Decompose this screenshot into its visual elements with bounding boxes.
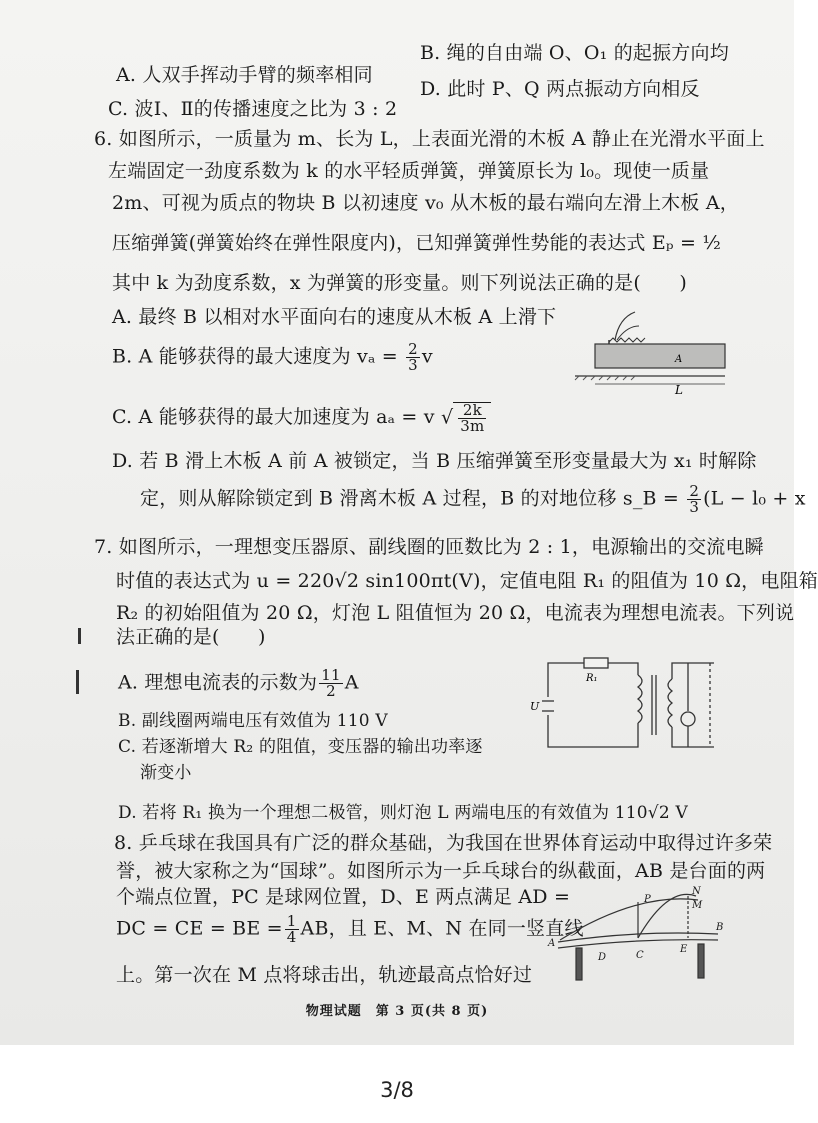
q7-option-c-line2: 渐变小 xyxy=(140,763,192,783)
q6-figure-label-l: L xyxy=(675,383,683,397)
q8-figure-label-m: M xyxy=(692,900,703,911)
q8-fraction: $\frac{1}{4}$ xyxy=(286,912,297,946)
q8-stem-line1: 8. 乒乓球在我国具有广泛的群众基础，为我国在世界体育运动中取得过许多荣 xyxy=(114,832,773,854)
q7-option-c-line1: C. 若逐渐增大 R₂ 的阻值，变压器的输出功率逐 xyxy=(118,737,483,757)
q7-option-d: D. 若将 R₁ 换为一个理想二极管，则灯泡 L 两端电压的有效值为 110√2 V xyxy=(118,803,688,823)
q6-stem-line2: 左端固定一劲度系数为 k 的水平轻质弹簧，弹簧原长为 l₀。现使一质量 xyxy=(108,160,710,182)
q8-figure-label-b: B xyxy=(716,922,724,933)
q8-stem-line2: 誉，被大家称之为“国球”。如图所示为一乒乓球台的纵截面，AB 是台面的两 xyxy=(116,860,766,882)
q8-figure-label-n: N xyxy=(692,886,701,897)
q5-option-c: C. 波Ⅰ、Ⅱ的传播速度之比为 3 : 2 xyxy=(108,98,398,120)
q8-ping-pong-table-figure xyxy=(548,872,726,990)
q6-option-b: B. A 能够获得的最大速度为 vₐ = $\frac{2}{3}$ v xyxy=(112,340,433,374)
q6-figure-label-a: A xyxy=(675,354,683,365)
q6-option-c xyxy=(112,402,491,434)
q7-stem-line4: 法正确的是( ) xyxy=(116,626,266,648)
page-indicator: 3/8 xyxy=(380,1078,414,1102)
q5-option-a: A. 人双手挥动手臂的频率相同 xyxy=(116,64,373,86)
q8-figure-label-e: E xyxy=(680,944,688,955)
q6-option-d-line2: 定，则从解除锁定到 B 滑离木板 A 过程，B 的对地位移 s_B = $\frac{2}{3}$ (L − l₀ + x xyxy=(140,482,806,516)
q6-option-d-fraction: $\frac{2}{3}$ xyxy=(689,482,700,516)
scan-mark xyxy=(76,670,79,694)
q6-stem-line1: 6. 如图所示，一质量为 m、长为 L，上表面光滑的木板 A 静止在光滑水平面上 xyxy=(94,128,765,150)
q7-stem-line1: 7. 如图所示，一理想变压器原、副线圈的匝数比为 2 : 1，电源输出的交流电瞬 xyxy=(94,536,764,558)
q6-stem-line4: 压缩弹簧(弹簧始终在弹性限度内)，已知弹簧弹性势能的表达式 Eₚ = ½ xyxy=(112,232,721,254)
page-footer: 物理试题 第 3 页(共 8 页) xyxy=(305,1004,489,1019)
q8-figure-label-p: P xyxy=(644,894,651,905)
q7-option-b: B. 副线圈两端电压有效值为 110 V xyxy=(118,711,388,731)
q6-board-spring-figure xyxy=(575,300,725,396)
q8-figure-label-a: A xyxy=(548,938,556,949)
q6-option-d-line1: D. 若 B 滑上木板 A 前 A 被锁定，当 B 压缩弹簧至形变量最大为 x₁ 时解除 xyxy=(112,450,757,472)
q6-option-c-text: C. A 能够获得的最大加速度为 aₐ = v xyxy=(112,406,435,428)
q8-figure-label-c: C xyxy=(636,950,644,961)
q6-option-b-text: B. A 能够获得的最大速度为 vₐ = xyxy=(112,345,398,368)
q5-option-b: B. 绳的自由端 O、O₁ 的起振方向均 xyxy=(420,42,729,64)
q7-stem-line2: 时值的表达式为 u = 220√2 sin100πt(V)，定值电阻 R₁ 的阻值为 10 Ω，电阻箱 xyxy=(116,570,818,592)
q7-option-a-fraction: $\frac{11}{2}$ xyxy=(321,666,341,700)
q7-transformer-circuit-figure xyxy=(528,655,718,755)
q6-stem-line3: 2m、可视为质点的物块 B 以初速度 v₀ 从木板的最右端向左滑上木板 A， xyxy=(112,192,739,214)
q6-option-c-sqrt: √ $\frac{2k}{3m}$ xyxy=(441,402,491,434)
q5-option-d: D. 此时 P、Q 两点振动方向相反 xyxy=(420,78,700,100)
q8-stem-line4: DC = CE = BE = $\frac{1}{4}$ AB，且 E、M、N 在同一竖直线 xyxy=(116,912,584,946)
q8-figure-label-d: D xyxy=(598,952,607,963)
scan-mark xyxy=(78,628,81,644)
q6-stem-line5: 其中 k 为劲度系数，x 为弹簧的形变量。则下列说法正确的是( ) xyxy=(112,272,687,294)
q7-option-a: A. 理想电流表的示数为 $\frac{11}{2}$ A xyxy=(118,666,359,700)
q6-option-a: A. 最终 B 以相对水平面向右的速度从木板 A 上滑下 xyxy=(112,306,557,328)
q7-figure-label-r1: R₁ xyxy=(586,673,598,684)
q7-figure-label-u: U xyxy=(530,700,540,713)
q8-stem-line3: 个端点位置，PC 是球网位置，D、E 两点满足 AD = xyxy=(116,886,571,908)
q7-stem-line3: R₂ 的初始阻值为 20 Ω，灯泡 L 阻值恒为 20 Ω，电流表为理想电流表。下列说 xyxy=(116,602,795,624)
q6-option-b-fraction: $\frac{2}{3}$ xyxy=(408,340,418,374)
q8-stem-line5: 上。第一次在 M 点将球击出，轨迹最高点恰好过 xyxy=(116,964,533,986)
